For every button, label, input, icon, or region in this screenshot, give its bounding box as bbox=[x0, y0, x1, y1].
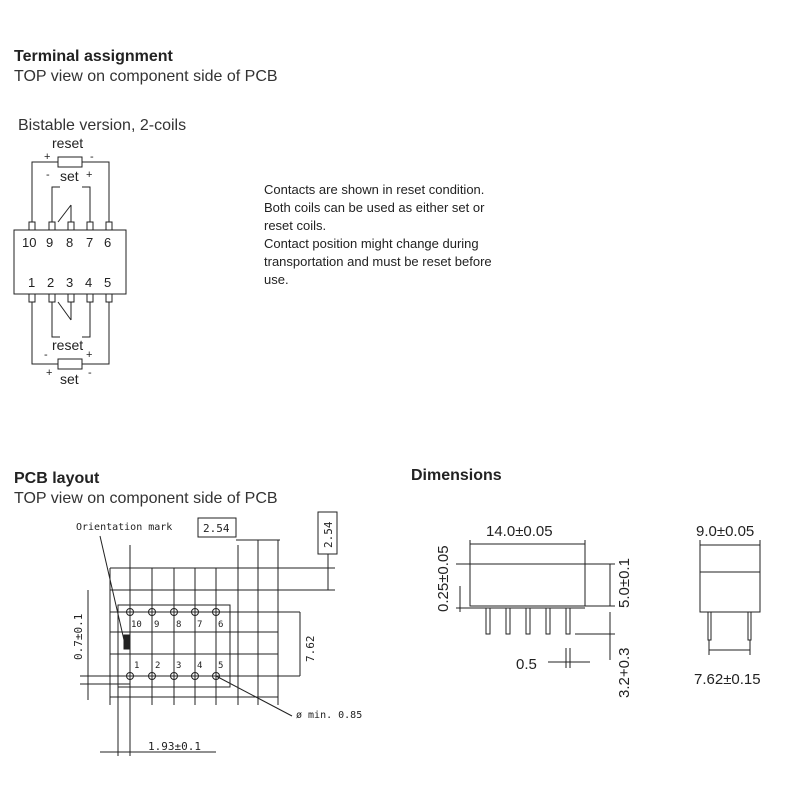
pitch-h-label: 2.54 bbox=[203, 522, 230, 535]
pin-number: 2 bbox=[47, 275, 55, 290]
plus-sign: + bbox=[86, 349, 93, 361]
pin-number: 2 bbox=[155, 661, 161, 671]
note-line: Both coils can be used as either set or bbox=[264, 200, 485, 215]
terminal-version: Bistable version, 2-coils bbox=[18, 117, 187, 134]
note-line: Contacts are shown in reset condition. bbox=[264, 182, 485, 197]
relay-pin bbox=[526, 608, 530, 634]
pin-number: 3 bbox=[66, 275, 74, 290]
pitch-v-label: 2.54 bbox=[322, 521, 335, 548]
pin-number: 3 bbox=[176, 661, 182, 671]
height-label: 5.0±0.1 bbox=[616, 558, 633, 608]
minus-sign: - bbox=[44, 349, 48, 361]
pin-number: 5 bbox=[104, 275, 112, 290]
note-line: use. bbox=[264, 272, 289, 287]
coil-label: reset bbox=[52, 135, 84, 151]
relay-pin bbox=[708, 612, 711, 640]
relay-pin bbox=[486, 608, 490, 634]
terminal-subtitle: TOP view on component side of PCB bbox=[14, 68, 278, 85]
side-view-body bbox=[700, 572, 760, 612]
hole-label: ø min. 0.85 bbox=[296, 710, 363, 721]
row-spacing-label: 7.62 bbox=[304, 635, 317, 662]
note-line: reset coils. bbox=[264, 218, 327, 233]
relay-pin bbox=[506, 608, 510, 634]
plus-sign: + bbox=[44, 151, 51, 163]
minus-sign: - bbox=[46, 169, 50, 181]
pin-number: 4 bbox=[85, 275, 93, 290]
plus-sign: + bbox=[86, 169, 93, 181]
pin-number: 4 bbox=[197, 661, 203, 671]
dimensions-title: Dimensions bbox=[411, 467, 502, 484]
pin-width-label: 0.5 bbox=[516, 656, 537, 673]
width-label: 9.0±0.05 bbox=[696, 523, 755, 540]
pin-number: 8 bbox=[176, 620, 182, 630]
left-offset-label: 0.7±0.1 bbox=[72, 613, 85, 660]
pin-number: 6 bbox=[218, 620, 224, 630]
coil-label: set bbox=[60, 371, 79, 387]
orientation-label: Orientation mark bbox=[76, 522, 173, 533]
minus-sign: - bbox=[90, 151, 94, 163]
pcb-subtitle: TOP view on component side of PCB bbox=[14, 490, 278, 507]
coil-label: set bbox=[60, 168, 79, 184]
pin-number: 5 bbox=[218, 661, 224, 671]
terminal-title: Terminal assignment bbox=[14, 48, 173, 65]
front-view-body bbox=[470, 564, 585, 606]
pin-number: 7 bbox=[86, 235, 94, 250]
pin-number: 9 bbox=[46, 235, 54, 250]
note-line: Contact position might change during bbox=[264, 236, 479, 251]
length-label: 14.0±0.05 bbox=[486, 523, 553, 540]
pin-number: 1 bbox=[28, 275, 36, 290]
relay-pin bbox=[566, 608, 570, 634]
relay-pin bbox=[546, 608, 550, 634]
plus-sign: + bbox=[46, 367, 53, 379]
row-pitch-label: 7.62±0.15 bbox=[694, 671, 761, 688]
bottom-dim-label: 1.93±0.1 bbox=[148, 740, 201, 753]
pin-number: 9 bbox=[154, 620, 160, 630]
standoff-label: 0.25±0.05 bbox=[435, 545, 452, 612]
pin-number: 10 bbox=[22, 235, 37, 250]
pin-number: 10 bbox=[131, 620, 142, 630]
pin-number: 7 bbox=[197, 620, 203, 630]
pcb-title: PCB layout bbox=[14, 470, 100, 487]
pin-number: 6 bbox=[104, 235, 112, 250]
pin-number: 8 bbox=[66, 235, 74, 250]
relay-pin bbox=[748, 612, 751, 640]
pin-number: 1 bbox=[134, 661, 140, 671]
minus-sign: - bbox=[88, 367, 92, 379]
pin-length-label: 3.2+0.3 bbox=[616, 647, 633, 698]
coil-label: reset bbox=[52, 337, 84, 353]
note-line: transportation and must be reset before bbox=[264, 254, 492, 269]
